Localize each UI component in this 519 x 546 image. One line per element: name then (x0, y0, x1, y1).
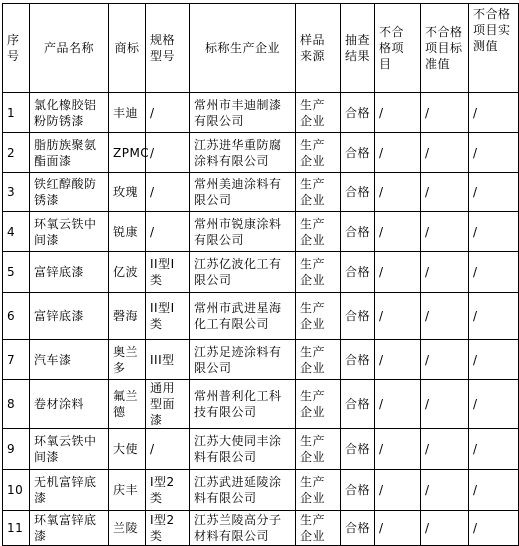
table-cell: 卷材涂料 (30, 380, 109, 429)
table-cell: / (146, 212, 190, 252)
table-cell: 大使 (109, 429, 146, 470)
table-cell: / (421, 429, 469, 470)
table-cell: / (375, 212, 421, 252)
table-cell: 生产企业 (296, 293, 341, 340)
table-cell: / (421, 173, 469, 212)
table-cell: 江苏兰陵高分子材料有限公司 (190, 511, 296, 546)
table-cell: / (469, 293, 519, 340)
table-cell: / (146, 133, 190, 173)
table-cell: 奥兰多 (109, 340, 146, 380)
table-row (3, 252, 519, 293)
table-cell: / (375, 429, 421, 470)
table-cell: 11 (3, 511, 30, 546)
table-cell: / (146, 429, 190, 470)
table-cell: 生产企业 (296, 429, 341, 470)
header-cell: 规格型号 (146, 4, 190, 93)
table-cell: 亿波 (109, 252, 146, 293)
table-cell: / (421, 252, 469, 293)
table-cell: 2 (3, 133, 30, 173)
table-cell: 1 (3, 93, 30, 133)
table-cell: 富锌底漆 (30, 252, 109, 293)
table-row (3, 93, 519, 133)
table-cell: / (375, 133, 421, 173)
table-cell: 江苏大使同丰涂料有限公司 (190, 429, 296, 470)
table-cell: 江苏足迹涂料有限公司 (190, 340, 296, 380)
table-cell: 合格 (341, 293, 375, 340)
header-cell: 标称生产企业 (190, 4, 296, 93)
table-cell: / (375, 252, 421, 293)
table-cell: I型2类 (146, 470, 190, 511)
table-row (3, 380, 519, 429)
table-cell: / (469, 93, 519, 133)
header-cell: 序号 (3, 4, 30, 93)
table-cell: / (421, 511, 469, 546)
table-cell: 锐康 (109, 212, 146, 252)
table-cell: 常州市武进星海化工有限公司 (190, 293, 296, 340)
table-cell: 常州普利化工科技有限公司 (190, 380, 296, 429)
header-cell: 不合格项目实测值 (469, 4, 519, 93)
table-cell: / (146, 173, 190, 212)
table-cell: / (375, 340, 421, 380)
table-cell: 合格 (341, 93, 375, 133)
table-cell: 玫瑰 (109, 173, 146, 212)
table-cell: 生产企业 (296, 340, 341, 380)
table-cell: II型I类 (146, 252, 190, 293)
header-cell: 抽查结果 (341, 4, 375, 93)
table-cell: 生产企业 (296, 133, 341, 173)
table-row (3, 133, 519, 173)
table-cell: 7 (3, 340, 30, 380)
table-cell: 生产企业 (296, 380, 341, 429)
table-cell: / (375, 511, 421, 546)
table-cell: 环氧富锌底漆 (30, 511, 109, 546)
table-row (3, 173, 519, 212)
table-row (3, 511, 519, 546)
table-cell: / (421, 212, 469, 252)
table-cell: II型I类 (146, 293, 190, 340)
table-cell: / (469, 429, 519, 470)
table-cell: / (469, 380, 519, 429)
table-cell: / (469, 133, 519, 173)
table-cell: 脂肪族聚氨酯面漆 (30, 133, 109, 173)
table-cell: 10 (3, 470, 30, 511)
table-row (3, 212, 519, 252)
table-cell: 汽车漆 (30, 340, 109, 380)
table-cell: 环氧云铁中间漆 (30, 212, 109, 252)
table-cell: 生产企业 (296, 173, 341, 212)
table-cell: 合格 (341, 340, 375, 380)
table-cell: / (421, 133, 469, 173)
table-cell: 生产企业 (296, 511, 341, 546)
table-cell: 合格 (341, 173, 375, 212)
table-cell: III型 (146, 340, 190, 380)
table-cell: 氟兰德 (109, 380, 146, 429)
table-cell: 通用型面漆 (146, 380, 190, 429)
table-row (3, 470, 519, 511)
table-cell: / (469, 252, 519, 293)
table-cell: 合格 (341, 212, 375, 252)
table-row (3, 340, 519, 380)
table-cell: / (469, 173, 519, 212)
table-cell: / (146, 93, 190, 133)
table-cell: 丰迪 (109, 93, 146, 133)
table-cell: 无机富锌底漆 (30, 470, 109, 511)
table-row (3, 293, 519, 340)
table-cell: 8 (3, 380, 30, 429)
table-cell: 氯化橡胶铝粉防锈漆 (30, 93, 109, 133)
table-cell: / (375, 380, 421, 429)
table-cell: / (469, 212, 519, 252)
inspection-results-table (2, 3, 519, 546)
table-cell: / (375, 93, 421, 133)
table-cell: 合格 (341, 429, 375, 470)
table-cell: 江苏武进延陵涂料有限公司 (190, 470, 296, 511)
table-cell: 6 (3, 293, 30, 340)
table-cell: 江苏进华重防腐涂料有限公司 (190, 133, 296, 173)
table-cell: 9 (3, 429, 30, 470)
table-cell: 生产企业 (296, 212, 341, 252)
table-cell: 合格 (341, 380, 375, 429)
header-cell: 样品来源 (296, 4, 341, 93)
table-cell: / (469, 470, 519, 511)
table-cell: 庆丰 (109, 470, 146, 511)
header-cell: 商标 (109, 4, 146, 93)
header-cell: 产品名称 (30, 4, 109, 93)
table-cell: 江苏亿波化工有限公司 (190, 252, 296, 293)
table-cell: 合格 (341, 252, 375, 293)
table-cell: 富锌底漆 (30, 293, 109, 340)
table-cell: 3 (3, 173, 30, 212)
table-cell: / (375, 173, 421, 212)
table-cell: 铁红醇酸防锈漆 (30, 173, 109, 212)
table-cell: / (421, 93, 469, 133)
table-cell: 生产企业 (296, 252, 341, 293)
table-cell: 合格 (341, 511, 375, 546)
table-cell: / (375, 470, 421, 511)
table-cell: 常州市锐康涂料有限公司 (190, 212, 296, 252)
header-row (3, 4, 519, 93)
table-cell: ZPMC (109, 133, 146, 173)
table-row (3, 429, 519, 470)
header-cell: 不合格项目标准值 (421, 4, 469, 93)
table-cell: 常州市丰迪制漆有限公司 (190, 93, 296, 133)
table-cell: 常州美迪涂料有限公司 (190, 173, 296, 212)
table-cell: / (421, 293, 469, 340)
table-cell: 兰陵 (109, 511, 146, 546)
table-cell: 4 (3, 212, 30, 252)
table-cell: / (421, 380, 469, 429)
table-cell: / (469, 340, 519, 380)
table-cell: 环氧云铁中间漆 (30, 429, 109, 470)
table-cell: / (421, 340, 469, 380)
table-cell: / (375, 293, 421, 340)
table-cell: / (469, 511, 519, 546)
table-cell: 5 (3, 252, 30, 293)
table-cell: 磬海 (109, 293, 146, 340)
table-cell: 合格 (341, 470, 375, 511)
table-cell: / (421, 470, 469, 511)
table-cell: 生产企业 (296, 93, 341, 133)
header-cell: 不合格项目 (375, 4, 421, 93)
table-cell: I型2类 (146, 511, 190, 546)
table-cell: 合格 (341, 133, 375, 173)
table-cell: 生产企业 (296, 470, 341, 511)
